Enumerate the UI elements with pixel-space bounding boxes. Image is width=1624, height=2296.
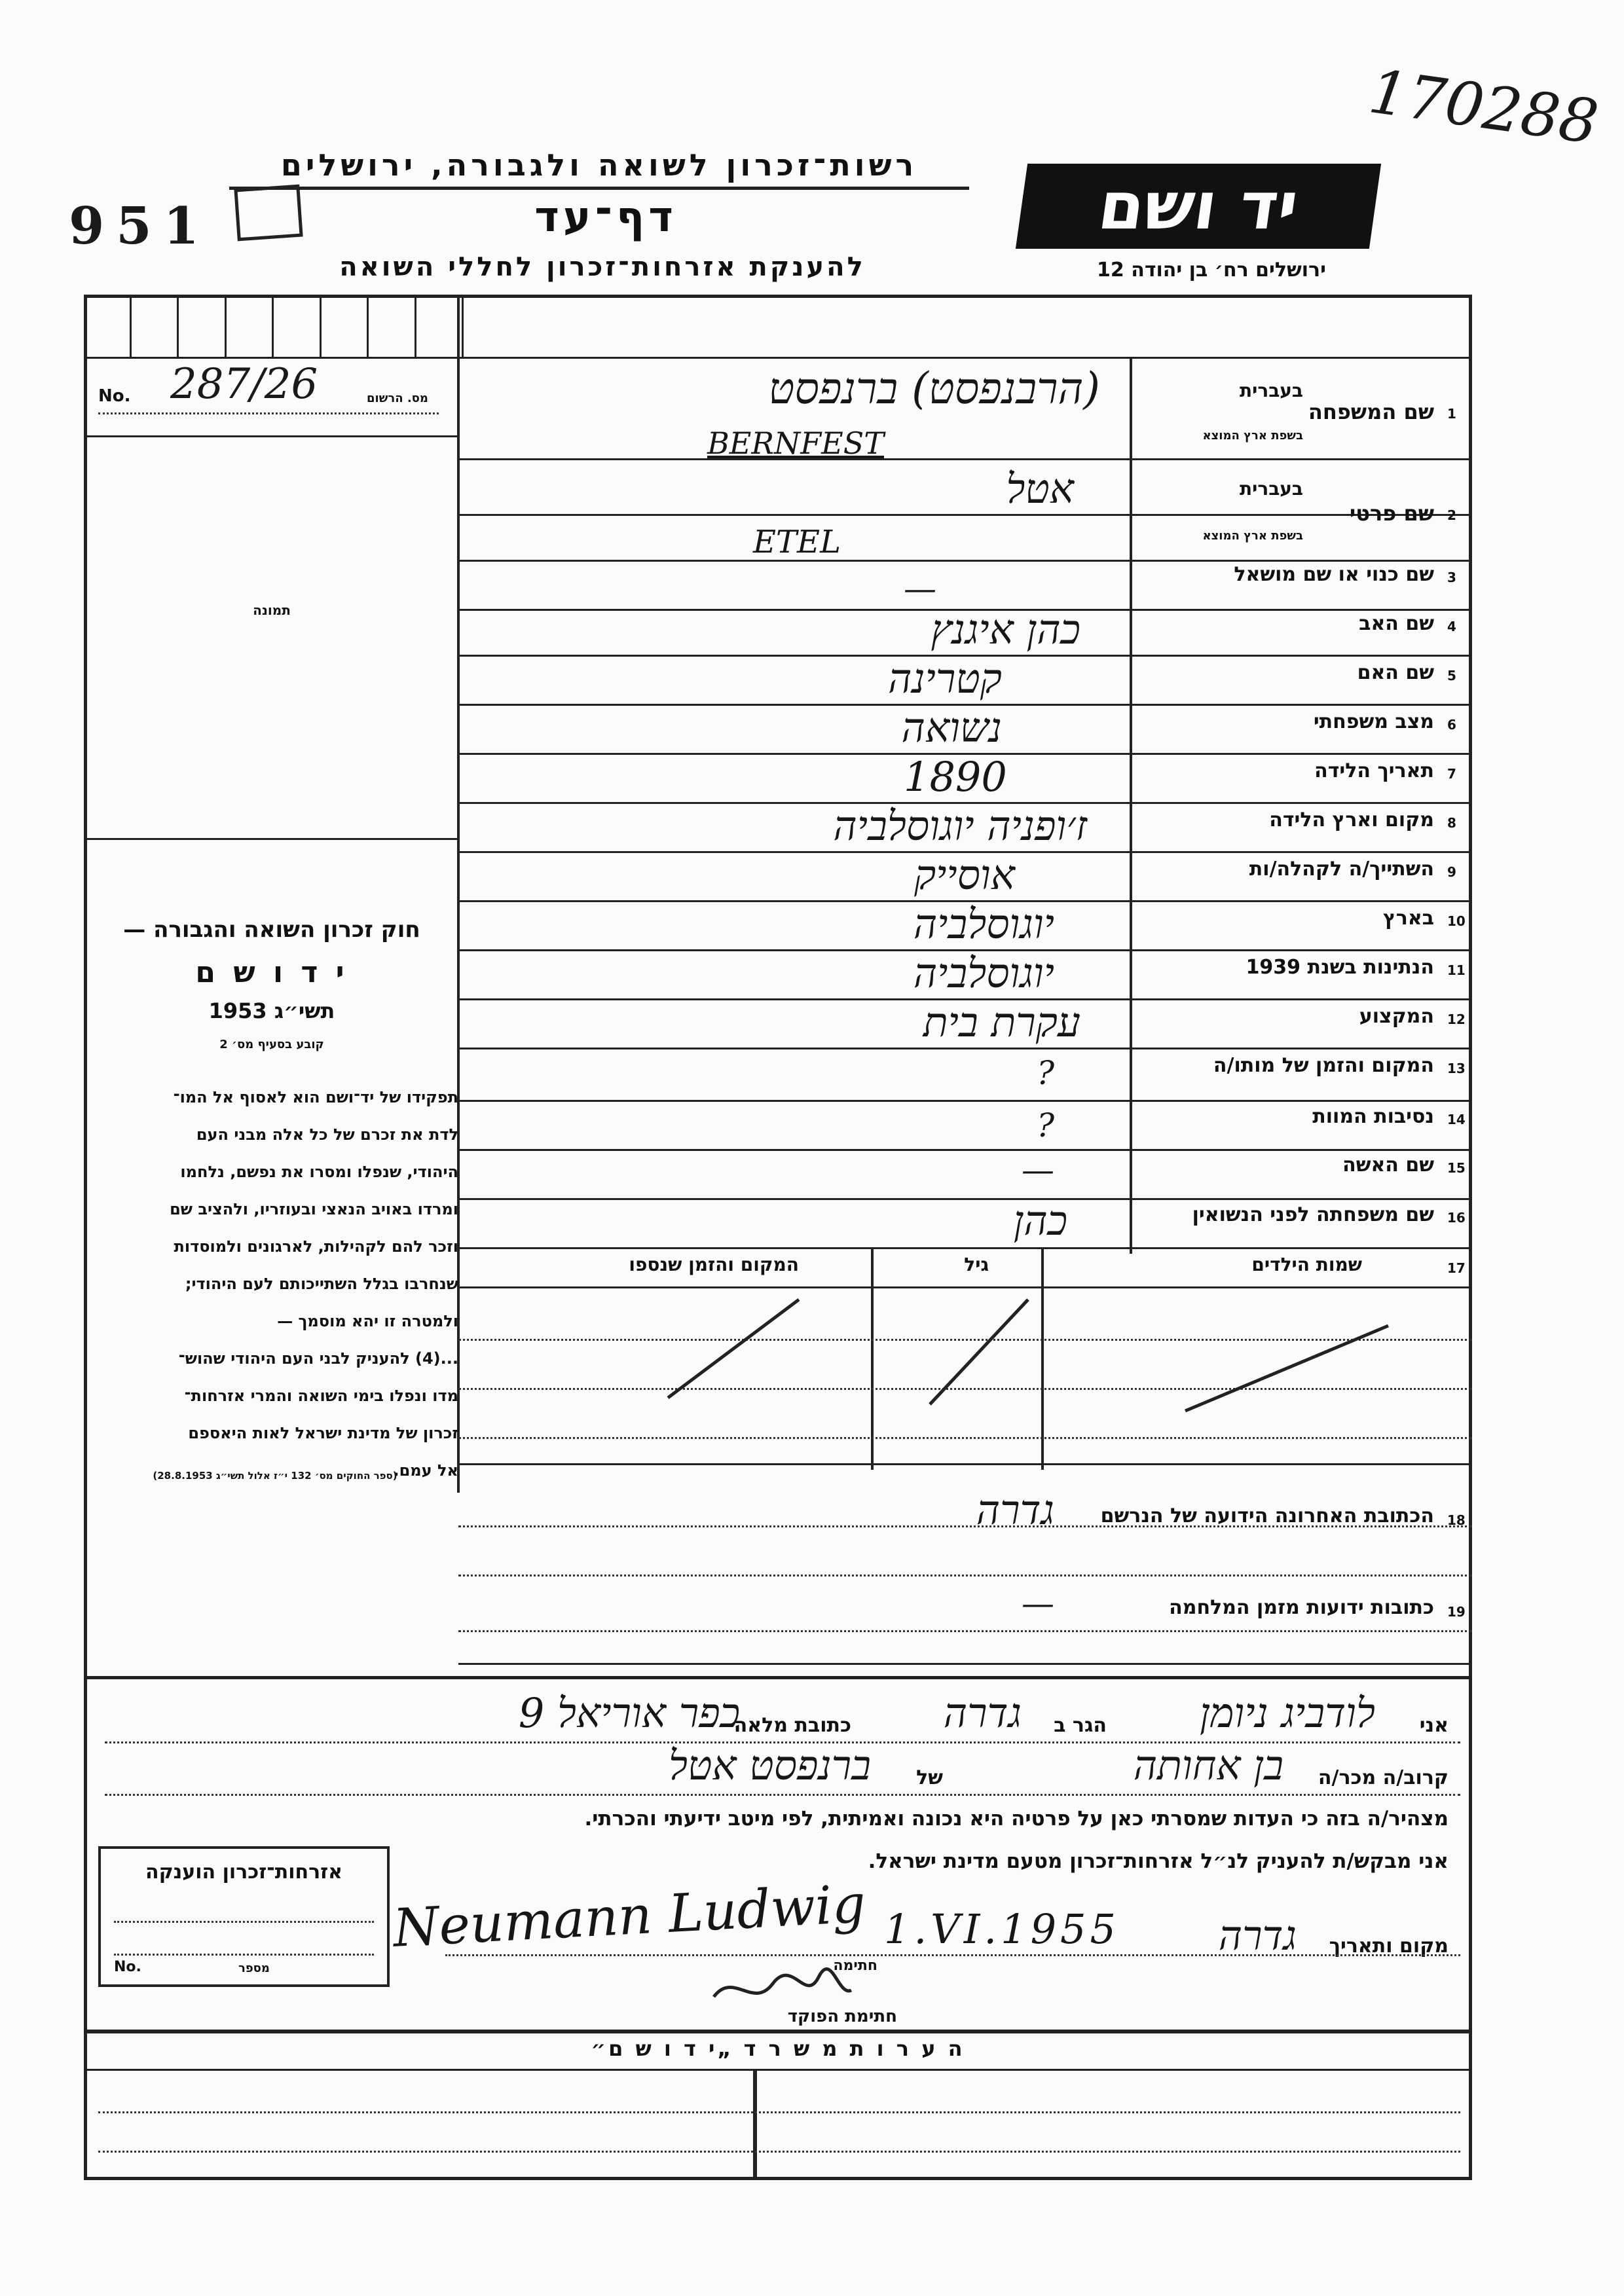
top-cells [84, 295, 464, 357]
registration-no-label: No. [98, 386, 131, 406]
birth-place-value: ז׳ופניה יוגוסלביה [833, 802, 1087, 850]
citizenship-box-no: No. [114, 1959, 141, 1975]
declaration-statement-1: מצהיר/ה בזה כי העדות שמסרתי כאן על פרטיה היא נכונה ואמיתית, לפי מיטב ידיעתי והכרתי. [584, 1807, 1449, 1831]
field-label-death-circumstances: נסיבות המוות [1312, 1105, 1434, 1128]
field-label-profession: המקצוע [1359, 1005, 1434, 1028]
field-number: 12 [1447, 1011, 1466, 1027]
law-line: תפקידו של יד־ושם הוא לאסוף אל המו־ [173, 1088, 458, 1106]
field-label-birth-date: תאריך הלידה [1314, 759, 1434, 782]
field-number: 3 [1447, 570, 1456, 585]
wife-name-value: — [1022, 1151, 1054, 1189]
law-line: אל עמם. [393, 1461, 458, 1480]
children-col-age: גיל [964, 1254, 989, 1275]
form-title: דף־עד [534, 193, 677, 242]
children-section-number: 17 [1447, 1260, 1466, 1276]
field-number: 9 [1447, 864, 1456, 880]
photo-label: תמונה [253, 602, 291, 618]
citizenship-box-title: אזרחות־זכרון הוענקה [145, 1861, 343, 1884]
resides-label: הגר ב [1054, 1714, 1107, 1737]
registration-value: 287/26 [170, 360, 318, 409]
field-label-birth-place: מקום וארץ הלידה [1269, 809, 1434, 831]
relation-value: בן אחותה [1133, 1741, 1283, 1789]
field-number: 1 [1447, 406, 1456, 422]
of-value: ברנפסט אטל [668, 1741, 871, 1789]
field-number: 18 [1447, 1512, 1466, 1528]
field-label-last-address: הכתובת האחרונה הידועה של הנרשם [1100, 1504, 1434, 1527]
citizenship-1939-value: יוגוסלביה [913, 949, 1054, 997]
citizenship-box-number-label: מספר [238, 1961, 270, 1975]
wartime-addresses-value: — [1022, 1584, 1054, 1622]
field-number: 5 [1447, 668, 1456, 683]
date-value: 1.VI.1955 [884, 1905, 1120, 1953]
law-name: י ד ו ש ם [195, 956, 348, 989]
field-sub-hebrew: בעברית [1239, 380, 1303, 401]
law-year: תשי״ג 1953 [208, 998, 335, 1023]
law-line: זכרון של מדינת ישראל לאות היאספם [188, 1424, 458, 1442]
citizenship-granted-box [98, 1846, 390, 1987]
field-label-family-name: שם המשפחה [1308, 399, 1434, 424]
field-number: 10 [1447, 913, 1466, 929]
field-number: 15 [1447, 1160, 1466, 1176]
archive-number: 170288 [1365, 56, 1602, 158]
yad-vashem-logo: יד ושם [1016, 164, 1381, 249]
declarant-name-value: לודביג ניומן [1199, 1689, 1375, 1737]
field-label-first-name: שם פרטי [1349, 501, 1434, 526]
field-label-maiden-name: שם משפחתה לפני הנשואין [1192, 1203, 1434, 1226]
law-citation: (ספר החוקים מס׳ 132 י״ז אלול תשי״ג 28.8.1953) [153, 1470, 397, 1482]
law-title: חוק זכרון השואה והגבורה — [123, 917, 420, 943]
field-label-mother-name: שם האם [1357, 661, 1434, 684]
children-col-names: שמות הילדים [1251, 1254, 1362, 1275]
field-number: 16 [1447, 1210, 1466, 1226]
birth-date-value: 1890 [904, 753, 1007, 801]
field-number: 11 [1447, 962, 1466, 978]
logo-address: ירושלים רח׳ בן יהודה 12 [1097, 259, 1326, 282]
field-number: 7 [1447, 766, 1456, 782]
field-sub-origin: בשפת ארץ המוצא [1202, 529, 1303, 543]
field-number: 4 [1447, 619, 1456, 634]
place-value: גדרה [1218, 1912, 1297, 1959]
field-number: 14 [1447, 1112, 1466, 1127]
stamp-number: 951 [69, 196, 211, 256]
full-address-label: כתובת מלאה [733, 1714, 851, 1737]
law-text [92, 1079, 458, 1489]
mother-name-value: קטרינה [888, 655, 1002, 702]
maiden-name-value: כהן [1013, 1197, 1067, 1245]
first-name-value: אטל [1006, 465, 1074, 513]
of-label: של [916, 1766, 943, 1789]
declaration-ani-label: אני [1419, 1714, 1449, 1737]
declaration-statement-2: אני מבקש/ת להעניק לנ״ל אזרחות־זכרון מטעם מדינת ישראל. [868, 1850, 1449, 1873]
resides-value: גדרה [943, 1689, 1022, 1737]
family-name-value: (הרבנפסט) ברנפסט [768, 363, 1100, 414]
father-name-value: כהן איגנץ [931, 606, 1080, 653]
field-number: 2 [1447, 507, 1456, 523]
place-date-label: מקום ותאריך [1329, 1935, 1449, 1958]
law-line: לדת את זכרם של כל אלה מבני העם [196, 1125, 458, 1144]
law-line: וזכר להם לקהילות, לארגונים ולמוסדות [174, 1237, 458, 1256]
field-label-alias: שם כנוי או שם מושאל [1234, 563, 1434, 586]
field-label-death-place-time: המקום והזמן של מותו/ה [1213, 1054, 1434, 1077]
registration-label: מס. הרשום [367, 392, 428, 405]
community-value: אוסייק [913, 851, 1015, 899]
last-address-value: גדרה [976, 1486, 1054, 1534]
law-line: ומרדו באויב הנאצי ובעוזריו, ולהציב שם [170, 1200, 458, 1218]
law-clause: קובע בסעיף מס׳ 2 [219, 1038, 324, 1051]
law-line: ולמטרה זו יהא מוסמך — [277, 1312, 458, 1330]
officer-signature [707, 1958, 858, 2016]
field-sub-origin: בשפת ארץ המוצא [1202, 429, 1303, 443]
officer-signature-label: חתימת הפוקד [787, 2007, 897, 2026]
profession-value: עקרת בית [923, 998, 1080, 1046]
law-line: שנחרבו בגלל השתייכותם לעם היהודי; [185, 1275, 458, 1293]
field-label-marital-status: מצב משפחתי [1313, 710, 1434, 733]
death-circumstances-value: ? [1037, 1106, 1054, 1144]
law-line: ...(4) להעניק לבני העם היהודי שהוש־ [178, 1349, 458, 1368]
children-col-place-time: המקום והזמן שנספו [629, 1254, 799, 1275]
signature-label: חתימה [833, 1958, 877, 1974]
law-line: מדו ונפלו בימי השואה והמרי אזרחות־ [184, 1387, 458, 1405]
first-name-origin-value: ETEL [753, 524, 841, 560]
field-label-wartime-addresses: כתובות ידועות מזמן המלחמה [1169, 1596, 1434, 1619]
field-label-citizenship-1939: הנתינות בשנת 1939 [1246, 956, 1434, 979]
field-label-wife-name: שם האשה [1342, 1154, 1434, 1176]
field-number: 8 [1447, 815, 1456, 831]
field-number: 6 [1447, 717, 1456, 733]
field-number: 19 [1447, 1604, 1466, 1620]
field-number: 13 [1447, 1061, 1466, 1076]
relative-label: קרוב/ה מכר/ה [1318, 1766, 1449, 1789]
children-strike-marks [458, 1286, 1472, 1463]
stamp-mark [234, 185, 303, 242]
field-label-country: בארץ [1382, 907, 1434, 930]
field-label-community: השתייך/ה לקהלה/ות [1249, 858, 1434, 881]
field-label-father-name: שם האב [1359, 612, 1434, 635]
alias-value: — [904, 570, 936, 608]
country-value: יוגוסלביה [913, 900, 1054, 948]
death-place-time-value: ? [1037, 1054, 1054, 1092]
authority-name: רשות־זכרון לשואה ולגבורה, ירושלים [229, 147, 969, 190]
law-line: היהודי, שנפלו ומסרו את נפשם, נלחמו [180, 1163, 458, 1181]
form-subtitle: להענקת אזרחות־זכרון לחללי השואה [339, 252, 866, 282]
marital-status-value: נשואה [901, 704, 1002, 752]
full-address-value: כפר אוריאל 9 [518, 1689, 740, 1737]
field-sub-hebrew: בעברית [1239, 478, 1303, 500]
signature-value: Neumann Ludwig [392, 1873, 867, 1959]
family-name-origin-value: BERNFEST [707, 426, 884, 461]
office-notes-title: ה ע ר ו ת מ ש ר ד „י ד ו ש ם״ [591, 2036, 965, 2061]
